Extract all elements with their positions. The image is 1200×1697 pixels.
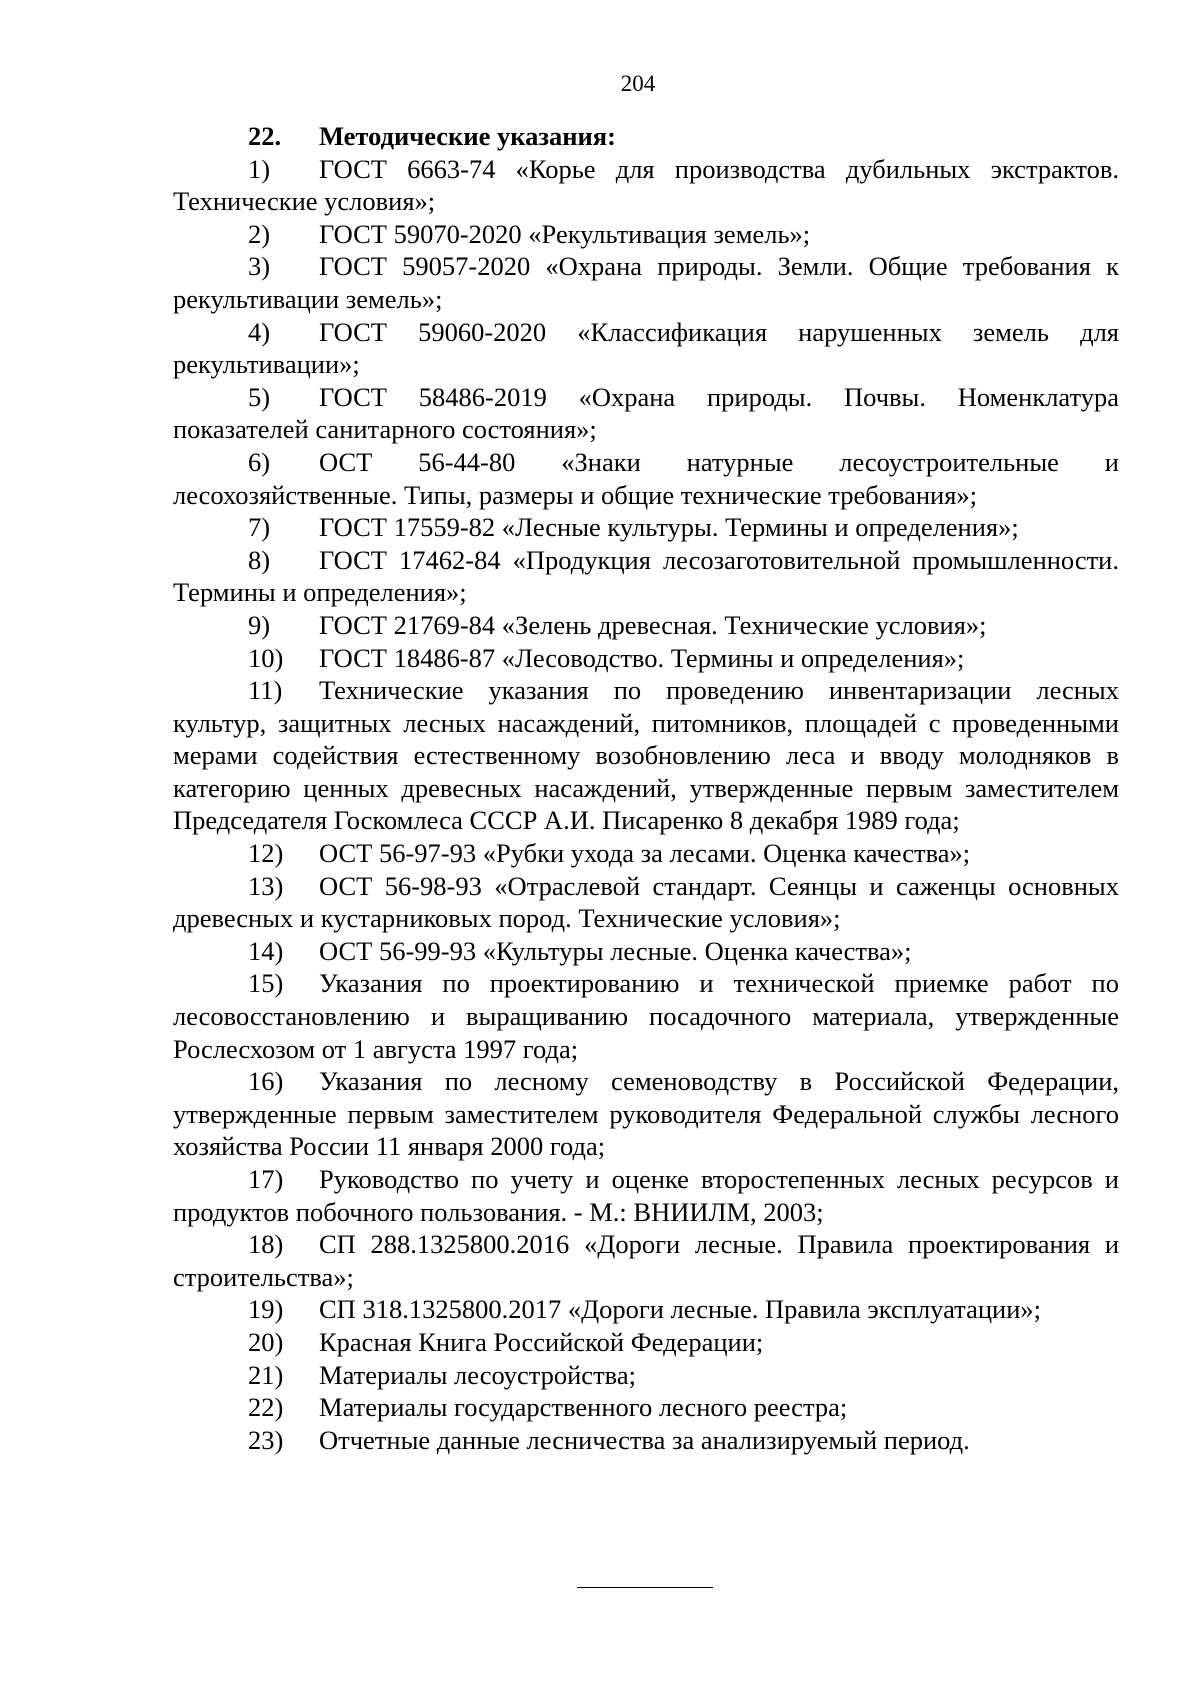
end-of-document-rule (577, 1587, 713, 1588)
page-number: 204 (620, 71, 656, 96)
section-heading (173, 120, 1119, 153)
document-body (173, 120, 1119, 1456)
item-text: СП 288.1325800.2016 «Дороги лесные. Правила проектирования и строительства»; (173, 1229, 1119, 1292)
list-item (173, 316, 1119, 381)
list-item (173, 674, 1119, 837)
item-number: 14) (248, 935, 284, 966)
list-item (173, 1163, 1119, 1228)
item-number: 11) (248, 675, 283, 706)
list-item (173, 153, 1119, 218)
list-item (173, 609, 1119, 642)
item-text: Отчетные данные лесничества за анализируемый период. (319, 1424, 970, 1455)
item-number: 20) (248, 1326, 284, 1357)
list-item (173, 381, 1119, 446)
list-item (173, 642, 1119, 675)
item-number: 2) (248, 218, 271, 249)
item-number: 7) (248, 512, 271, 543)
item-number: 6) (248, 446, 271, 477)
item-number: 1) (248, 153, 271, 184)
item-number: 16) (248, 1066, 284, 1097)
list-item (173, 511, 1119, 544)
section-number: 22. (248, 121, 282, 151)
list-item (173, 250, 1119, 315)
item-number: 17) (248, 1164, 284, 1194)
item-number: 10) (248, 642, 284, 673)
list-item (173, 870, 1119, 935)
list-item (173, 1326, 1119, 1359)
item-text: ГОСТ 6663-74 «Корье для производства дубильных экстрактов. Технические условия»; (173, 153, 1119, 217)
item-text: Красная Книга Российской Федерации; (319, 1326, 764, 1357)
item-number: 5) (248, 381, 271, 412)
item-text: ГОСТ 17559-82 «Лесные культуры. Термины и определения»; (319, 512, 1019, 543)
list-item (173, 544, 1119, 609)
list-item (173, 1065, 1119, 1163)
item-text: Материалы государственного лесного реестра; (319, 1392, 848, 1423)
item-text: ГОСТ 17462-84 «Продукция лесозаготовительной промышленности. Термины и определения»; (173, 544, 1119, 608)
list-item (173, 1391, 1119, 1424)
list-item (173, 837, 1119, 870)
item-text: СП 318.1325800.2017 «Дороги лесные. Правила эксплуатации»; (319, 1294, 1041, 1325)
item-text: ГОСТ 58486-2019 «Охрана природы. Почвы. Номенклатура показателей санитарного состояния»; (173, 381, 1119, 445)
list-item (173, 935, 1119, 968)
item-number: 19) (248, 1294, 284, 1325)
item-text: Технические указания по проведению инвентаризации лесных культур, защитных лесных насаждений, питомников, площадей с проведенными мерами содействия естественному возобновлению леса и вводу молодняков в категорию ценных древесных насаждений, утвержденные первым заместителем Председателя Госкомлеса СССР А.И. Писаренко 8 декабря 1989 года; (173, 675, 1119, 836)
item-text: Материалы лесоустройства; (319, 1359, 636, 1390)
item-text: ГОСТ 59060-2020 «Классификация нарушенных земель для рекультивации»; (173, 316, 1119, 380)
list-item (173, 446, 1119, 511)
item-number: 22) (248, 1392, 284, 1423)
item-text: Указания по проектированию и технической приемке работ по лесовосстановлению и выращиванию посадочного материала, утвержденные Рослесхозом от 1 августа 1997 года; (173, 968, 1119, 1064)
item-text: Указания по лесному семеноводству в Российской Федерации, утвержденные первым заместителем руководителя Федеральной службы лесного хозяйства России 11 января 2000 года; (173, 1066, 1119, 1162)
item-text: ГОСТ 18486-87 «Лесоводство. Термины и определения»; (319, 642, 965, 673)
item-number: 4) (248, 316, 271, 347)
item-text: ГОСТ 21769-84 «Зелень древесная. Технические условия»; (319, 609, 987, 640)
list-item (173, 1424, 1119, 1457)
item-text: ОСТ 56-99-93 «Культуры лесные. Оценка качества»; (319, 935, 912, 966)
item-number: 15) (248, 968, 284, 999)
list-item (173, 1228, 1119, 1293)
item-number: 8) (248, 544, 271, 575)
item-text: ОСТ 56-97-93 «Рубки ухода за лесами. Оценка качества»; (319, 838, 971, 869)
item-number: 18) (248, 1229, 284, 1260)
item-text: Руководство по учету и оценке второстепенных лесных ресурсов и продуктов побочного пользования. - М.: ВНИИЛМ, 2003; (173, 1164, 1119, 1227)
list-item (173, 967, 1119, 1065)
item-number: 23) (248, 1424, 284, 1455)
item-number: 12) (248, 838, 284, 869)
item-number: 3) (248, 251, 271, 282)
item-text: ГОСТ 59070-2020 «Рекультивация земель»; (319, 218, 811, 249)
section-title: Методические указания: (319, 121, 616, 151)
list-item (173, 218, 1119, 251)
item-number: 21) (248, 1359, 284, 1390)
item-number: 9) (248, 609, 271, 640)
item-text: ГОСТ 59057-2020 «Охрана природы. Земли. Общие требования к рекультивации земель»; (173, 251, 1119, 314)
list-item (173, 1359, 1119, 1392)
item-number: 13) (248, 870, 284, 901)
item-text: ОСТ 56-98-93 «Отраслевой стандарт. Сеянцы и саженцы основных древесных и кустарниковых пород. Технические условия»; (173, 870, 1119, 934)
list-item (173, 1293, 1119, 1326)
item-text: ОСТ 56-44-80 «Знаки натурные лесоустроительные и лесохозяйственные. Типы, размеры и общие технические требования»; (173, 446, 1119, 510)
